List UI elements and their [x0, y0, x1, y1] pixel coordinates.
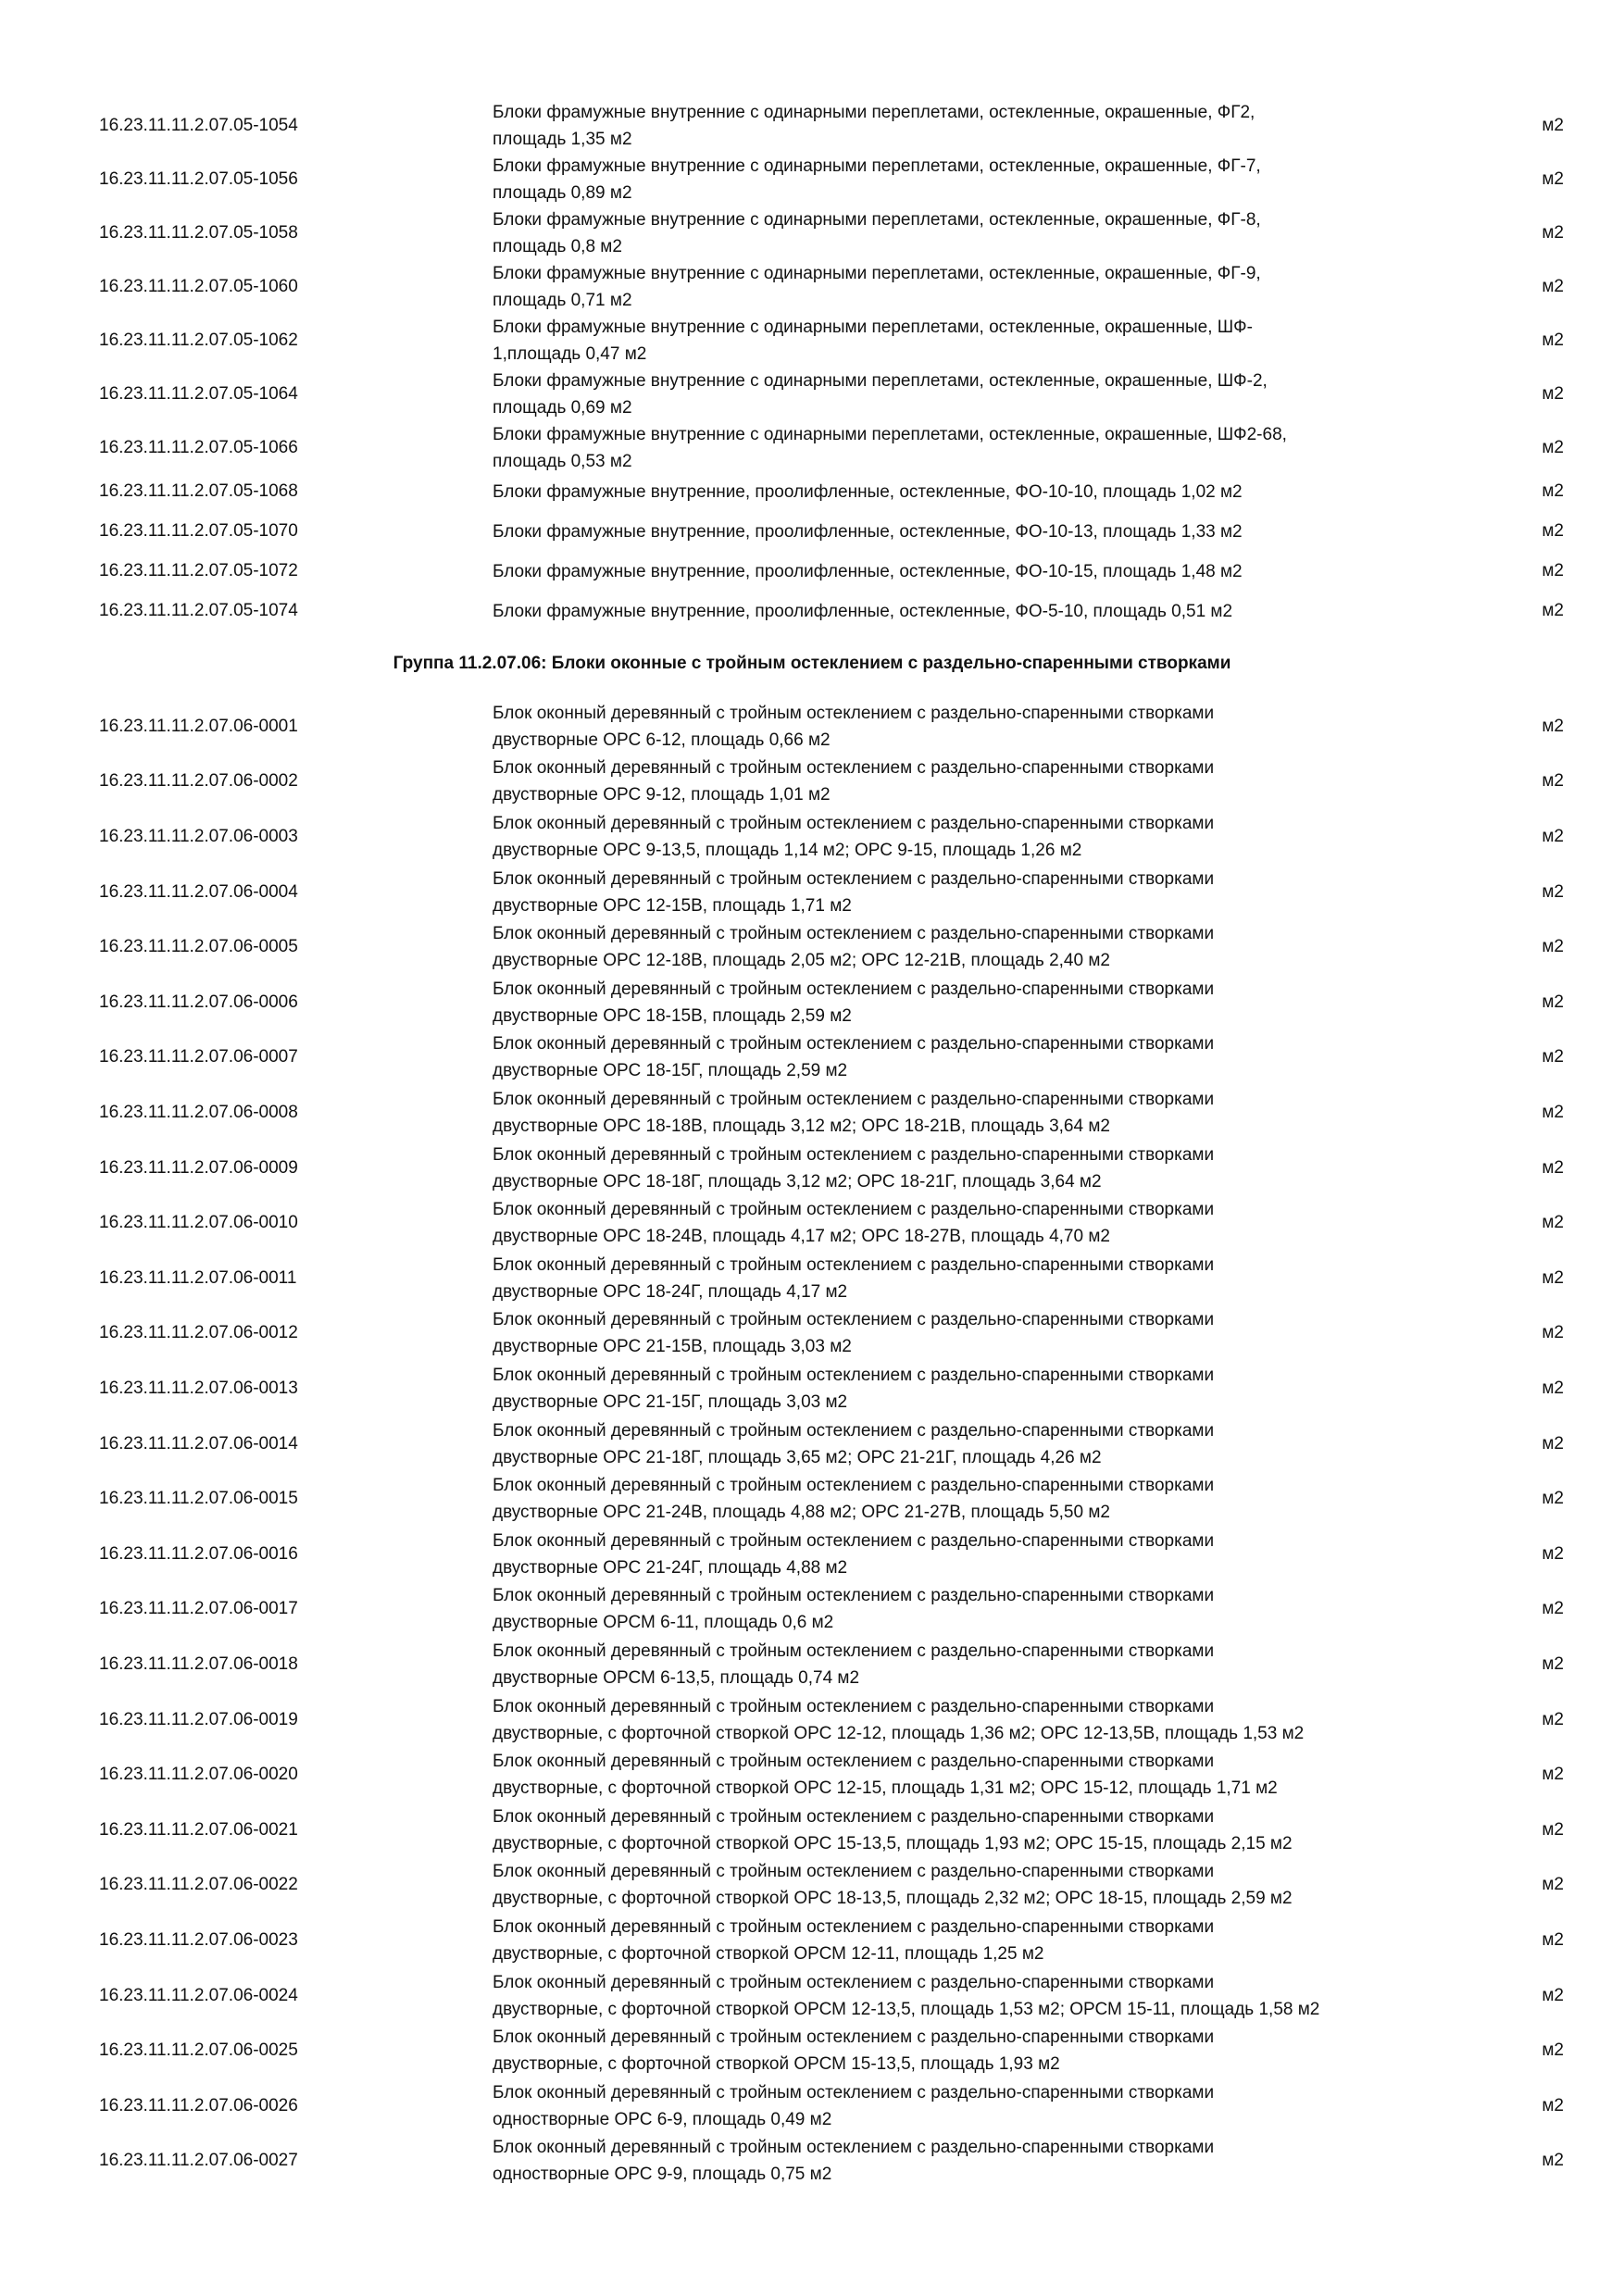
table-row — [0, 1858, 1624, 1914]
description-line-2: площадь 0,8 м2 — [493, 237, 622, 256]
item-unit: м2 — [1542, 1985, 1564, 2005]
item-unit: м2 — [1542, 1323, 1564, 1343]
description-line-1: Блок оконный деревянный с тройным остеклением с раздельно-спаренными створками — [493, 2138, 1215, 2158]
item-code: 16.23.11.11.2.07.06-0022 — [99, 1875, 298, 1895]
item-description — [493, 153, 1493, 206]
description-line-2: двустворные, с форточной створкой ОРСМ 12-11, площадь 1,25 м2 — [493, 1943, 1044, 1964]
table-row — [0, 1692, 1624, 1748]
description-line-1: Блок оконный деревянный с тройным остеклением с раздельно-спаренными створками — [493, 1254, 1215, 1275]
description-line-1: Блоки фрамужные внутренние с одинарными переплетами, остекленные, окрашенные, ШФ-2, — [493, 371, 1268, 391]
description-line-2: двустворные ОРС 18-24В, площадь 4,17 м2; ОРС 18-27В, площадь 4,70 м2 — [493, 1227, 1110, 1247]
table-row — [0, 1747, 1624, 1803]
description-line-1: Блоки фрамужные внутренние с одинарными переплетами, остекленные, окрашенные, ФГ2, — [493, 103, 1255, 122]
item-unit: м2 — [1542, 716, 1564, 736]
description-line-1: Блок оконный деревянный с тройным остеклением с раздельно-спаренными створками — [493, 758, 1215, 779]
description-line-2: площадь 1,35 м2 — [493, 130, 632, 149]
description-line-2: двустворные ОРС 21-15В, площадь 3,03 м2 — [493, 1337, 852, 1357]
item-code: 16.23.11.11.2.07.06-0013 — [99, 1378, 298, 1398]
description-line-1: Блок оконный деревянный с тройным остеклением с раздельно-спаренными створками — [493, 1862, 1215, 1882]
item-unit: м2 — [1542, 384, 1564, 404]
description-line-2: двустворные, с форточной створкой ОРС 18-13,5, площадь 2,32 м2; ОРС 18-15, площадь 2,59 м2 — [493, 1889, 1293, 1909]
item-code: 16.23.11.11.2.07.06-0021 — [99, 1819, 298, 1840]
description-line-1: Блок оконный деревянный с тройным остеклением с раздельно-спаренными створками — [493, 1916, 1215, 1937]
description-line-2: двустворные ОРС 18-15В, площадь 2,59 м2 — [493, 1005, 852, 1026]
item-unit: м2 — [1542, 1047, 1564, 1067]
item-description — [493, 1693, 1493, 1747]
item-code: 16.23.11.11.2.07.06-0020 — [99, 1765, 298, 1785]
description-line-2: площадь 0,69 м2 — [493, 398, 632, 418]
item-unit: м2 — [1542, 1102, 1564, 1122]
item-description — [493, 1969, 1493, 2023]
description-line-2: двустворные ОРС 21-18Г, площадь 3,65 м2; ОРС 21-21Г, площадь 4,26 м2 — [493, 1447, 1102, 1467]
table-row — [0, 2023, 1624, 2078]
item-description — [493, 421, 1493, 475]
item-unit: м2 — [1542, 1709, 1564, 1729]
item-code: 16.23.11.11.2.07.06-0016 — [99, 1543, 298, 1564]
table-row — [0, 1527, 1624, 1582]
description-line-1: Блок оконный деревянный с тройным остеклением с раздельно-спаренными створками — [493, 1420, 1215, 1441]
item-description — [493, 558, 1493, 585]
item-unit: м2 — [1542, 1213, 1564, 1233]
description-line-1: Блок оконный деревянный с тройным остеклением с раздельно-спаренными створками — [493, 813, 1215, 833]
description-line-1: Блок оконный деревянный с тройным остеклением с раздельно-спаренными створками — [493, 1806, 1215, 1827]
item-description — [493, 99, 1493, 153]
description-line-2: двустворные ОРС 12-15В, площадь 1,71 м2 — [493, 895, 852, 916]
item-unit: м2 — [1542, 1378, 1564, 1398]
description-line-2: двустворные ОРС 18-24Г, площадь 4,17 м2 — [493, 1281, 848, 1302]
item-unit: м2 — [1542, 1875, 1564, 1895]
item-code: 16.23.11.11.2.07.06-0026 — [99, 2095, 298, 2115]
item-unit: м2 — [1542, 1267, 1564, 1288]
description-line-1: Блок оконный деревянный с тройным остеклением с раздельно-спаренными створками — [493, 1089, 1215, 1109]
item-unit: м2 — [1542, 169, 1564, 189]
item-description — [493, 1142, 1493, 1195]
item-code: 16.23.11.11.2.07.05-1058 — [99, 223, 298, 243]
item-code: 16.23.11.11.2.07.06-0007 — [99, 1047, 298, 1067]
table-row — [0, 1251, 1624, 1306]
item-code: 16.23.11.11.2.07.05-1072 — [99, 561, 298, 580]
item-code: 16.23.11.11.2.07.05-1070 — [99, 521, 298, 541]
item-code: 16.23.11.11.2.07.06-0004 — [99, 881, 298, 902]
table-row — [0, 260, 1624, 314]
item-code: 16.23.11.11.2.07.05-1056 — [99, 169, 298, 189]
item-description — [493, 1306, 1493, 1360]
item-code: 16.23.11.11.2.07.05-1064 — [99, 384, 298, 404]
item-description — [493, 1858, 1493, 1912]
description-line-1: Блоки фрамужные внутренние с одинарными переплетами, остекленные, окрашенные, ФГ-9, — [493, 264, 1261, 283]
item-description — [493, 1086, 1493, 1140]
item-description — [493, 1472, 1493, 1526]
table-row — [0, 1471, 1624, 1527]
item-description — [493, 260, 1493, 314]
item-unit: м2 — [1542, 116, 1564, 135]
table-row — [0, 755, 1624, 810]
table-row — [0, 1416, 1624, 1472]
item-unit: м2 — [1542, 2095, 1564, 2115]
item-description — [493, 518, 1493, 545]
item-unit: м2 — [1542, 937, 1564, 957]
item-unit: м2 — [1542, 1157, 1564, 1178]
item-code: 16.23.11.11.2.07.06-0005 — [99, 937, 298, 957]
item-unit: м2 — [1542, 2040, 1564, 2061]
description-line-2: двустворные, с форточной створкой ОРС 12-15, площадь 1,31 м2; ОРС 15-12, площадь 1,71 м2 — [493, 1778, 1278, 1799]
description-line-2: 1,площадь 0,47 м2 — [493, 344, 647, 364]
table-row — [0, 1030, 1624, 1086]
item-description — [493, 755, 1493, 808]
description-line-1: Блоки фрамужные внутренние, проолифленные, остекленные, ФО-10-10, площадь 1,02 м2 — [493, 481, 1243, 502]
table-row — [0, 1582, 1624, 1638]
description-line-1: Блок оконный деревянный с тройным остеклением с раздельно-спаренными створками — [493, 1476, 1215, 1496]
item-code: 16.23.11.11.2.07.05-1062 — [99, 331, 298, 350]
description-line-2: двустворные ОРС 6-12, площадь 0,66 м2 — [493, 730, 831, 750]
description-line-2: двустворные ОРСМ 6-11, площадь 0,6 м2 — [493, 1613, 834, 1633]
item-code: 16.23.11.11.2.07.06-0003 — [99, 826, 298, 846]
description-line-1: Блок оконный деревянный с тройным остеклением с раздельно-спаренными створками — [493, 1752, 1215, 1772]
description-line-2: двустворные, с форточной створкой ОРС 12-12, площадь 1,36 м2; ОРС 12-13,5В, площадь 1,53 м2 — [493, 1723, 1305, 1743]
description-line-1: Блок оконный деревянный с тройным остеклением с раздельно-спаренными створками — [493, 1641, 1215, 1661]
item-unit: м2 — [1542, 521, 1564, 541]
description-line-1: Блок оконный деревянный с тройным остеклением с раздельно-спаренными створками — [493, 703, 1215, 723]
table-row — [0, 865, 1624, 920]
description-line-2: одностворные ОРС 9-9, площадь 0,75 м2 — [493, 2165, 832, 2185]
item-description — [493, 1638, 1493, 1691]
item-unit: м2 — [1542, 1599, 1564, 1619]
item-code: 16.23.11.11.2.07.05-1054 — [99, 116, 298, 135]
item-description — [493, 810, 1493, 864]
description-line-2: двустворные, с форточной створкой ОРСМ 15-13,5, площадь 1,93 м2 — [493, 2054, 1060, 2075]
item-description — [493, 1914, 1493, 1967]
item-code: 16.23.11.11.2.07.06-0019 — [99, 1709, 298, 1729]
item-code: 16.23.11.11.2.07.06-0008 — [99, 1102, 298, 1122]
description-line-1: Блок оконный деревянный с тройным остеклением с раздельно-спаренными створками — [493, 868, 1215, 889]
item-description — [493, 368, 1493, 421]
description-line-1: Блок оконный деревянный с тройным остеклением с раздельно-спаренными створками — [493, 2028, 1215, 2048]
description-line-2: двустворные, с форточной створкой ОРСМ 12-13,5, площадь 1,53 м2; ОРСМ 15-11, площадь 1,58 м2 — [493, 1999, 1320, 2019]
description-line-1: Блоки фрамужные внутренние, проолифленные, остекленные, ФО-10-15, площадь 1,48 м2 — [493, 561, 1243, 581]
item-unit: м2 — [1542, 1653, 1564, 1674]
item-unit: м2 — [1542, 1929, 1564, 1950]
item-code: 16.23.11.11.2.07.06-0006 — [99, 992, 298, 1012]
table-row — [0, 314, 1624, 368]
item-code: 16.23.11.11.2.07.06-0023 — [99, 1929, 298, 1950]
item-description — [493, 866, 1493, 919]
item-code: 16.23.11.11.2.07.06-0017 — [99, 1599, 298, 1619]
description-line-1: Блок оконный деревянный с тройным остеклением с раздельно-спаренными створками — [493, 1144, 1215, 1165]
item-description — [493, 1748, 1493, 1802]
table-row — [0, 1141, 1624, 1196]
item-unit: м2 — [1542, 1543, 1564, 1564]
table-row — [0, 206, 1624, 260]
table-row — [0, 919, 1624, 975]
item-unit: м2 — [1542, 881, 1564, 902]
item-unit: м2 — [1542, 481, 1564, 501]
table-row — [0, 555, 1624, 588]
description-line-1: Блок оконный деревянный с тройным остеклением с раздельно-спаренными створками — [493, 2082, 1215, 2103]
item-code: 16.23.11.11.2.07.06-0012 — [99, 1323, 298, 1343]
description-line-2: двустворные ОРС 21-24Г, площадь 4,88 м2 — [493, 1557, 848, 1578]
item-description — [493, 1417, 1493, 1471]
table-row — [0, 1803, 1624, 1858]
item-unit: м2 — [1542, 331, 1564, 350]
table-row — [0, 809, 1624, 865]
description-line-2: двустворные ОРСМ 6-13,5, площадь 0,74 м2 — [493, 1667, 860, 1688]
item-code: 16.23.11.11.2.07.06-0015 — [99, 1489, 298, 1509]
item-unit: м2 — [1542, 1489, 1564, 1509]
description-line-1: Блок оконный деревянный с тройным остеклением с раздельно-спаренными створками — [493, 1586, 1215, 1606]
description-line-2: площадь 0,53 м2 — [493, 452, 632, 471]
table-row — [0, 475, 1624, 508]
item-code: 16.23.11.11.2.07.06-0014 — [99, 1433, 298, 1454]
item-code: 16.23.11.11.2.07.06-0002 — [99, 771, 298, 792]
item-unit: м2 — [1542, 438, 1564, 457]
description-line-1: Блоки фрамужные внутренние с одинарными переплетами, остекленные, окрашенные, ШФ2-68, — [493, 425, 1287, 444]
item-code: 16.23.11.11.2.07.06-0025 — [99, 2040, 298, 2061]
item-description — [493, 1528, 1493, 1581]
table-row — [0, 1913, 1624, 1968]
table-row — [0, 1637, 1624, 1692]
item-unit: м2 — [1542, 1433, 1564, 1454]
item-code: 16.23.11.11.2.07.05-1066 — [99, 438, 298, 457]
table-row — [0, 2078, 1624, 2134]
item-code: 16.23.11.11.2.07.06-0011 — [99, 1267, 297, 1288]
description-line-2: двустворные, с форточной створкой ОРС 15-13,5, площадь 1,93 м2; ОРС 15-15, площадь 2,15 м2 — [493, 1833, 1293, 1853]
item-unit: м2 — [1542, 223, 1564, 243]
description-line-2: двустворные ОРС 18-18В, площадь 3,12 м2; ОРС 18-21В, площадь 3,64 м2 — [493, 1116, 1110, 1136]
description-line-1: Блок оконный деревянный с тройным остеклением с раздельно-спаренными створками — [493, 924, 1215, 944]
item-unit: м2 — [1542, 1819, 1564, 1840]
item-code: 16.23.11.11.2.07.05-1060 — [99, 277, 298, 296]
table-row — [0, 594, 1624, 628]
item-unit: м2 — [1542, 601, 1564, 620]
description-line-1: Блок оконный деревянный с тройным остеклением с раздельно-спаренными створками — [493, 1696, 1215, 1716]
table-row — [0, 1085, 1624, 1141]
table-row — [0, 421, 1624, 475]
description-line-1: Блок оконный деревянный с тройным остеклением с раздельно-спаренными створками — [493, 1972, 1215, 1992]
table-row — [0, 1306, 1624, 1362]
description-line-1: Блоки фрамужные внутренние, проолифленные, остекленные, ФО-5-10, площадь 0,51 м2 — [493, 601, 1233, 621]
table-row — [0, 975, 1624, 1030]
item-description — [493, 920, 1493, 974]
item-code: 16.23.11.11.2.07.05-1074 — [99, 601, 298, 620]
description-line-2: двустворные ОРС 9-13,5, площадь 1,14 м2; ОРС 9-15, площадь 1,26 м2 — [493, 840, 1082, 860]
description-line-2: двустворные ОРС 9-12, площадь 1,01 м2 — [493, 785, 831, 805]
description-line-2: двустворные ОРС 21-15Г, площадь 3,03 м2 — [493, 1391, 848, 1412]
description-line-2: площадь 0,89 м2 — [493, 183, 632, 203]
item-description — [493, 314, 1493, 368]
item-description — [493, 700, 1493, 754]
description-line-1: Блок оконный деревянный с тройным остеклением с раздельно-спаренными створками — [493, 1365, 1215, 1385]
group-heading: Группа 11.2.07.06: Блоки оконные с тройным остеклением с раздельно-спаренными створками — [393, 654, 1231, 673]
description-line-1: Блоки фрамужные внутренние с одинарными переплетами, остекленные, окрашенные, ФГ-8, — [493, 210, 1261, 230]
description-line-1: Блок оконный деревянный с тройным остеклением с раздельно-спаренными створками — [493, 1310, 1215, 1330]
item-description — [493, 1030, 1493, 1084]
table-row — [0, 99, 1624, 153]
description-line-1: Блок оконный деревянный с тройным остеклением с раздельно-спаренными створками — [493, 979, 1215, 999]
description-line-1: Блок оконный деревянный с тройным остеклением с раздельно-спаренными створками — [493, 1200, 1215, 1220]
item-code: 16.23.11.11.2.07.06-0024 — [99, 1985, 298, 2005]
item-code: 16.23.11.11.2.07.06-0027 — [99, 2151, 298, 2171]
item-unit: м2 — [1542, 2151, 1564, 2171]
item-unit: м2 — [1542, 561, 1564, 580]
item-description — [493, 976, 1493, 1029]
table-row — [0, 515, 1624, 548]
description-line-1: Блоки фрамужные внутренние с одинарными переплетами, остекленные, окрашенные, ШФ- — [493, 318, 1253, 337]
description-line-1: Блок оконный деревянный с тройным остеклением с раздельно-спаренными створками — [493, 1530, 1215, 1551]
table-row — [0, 153, 1624, 206]
item-unit: м2 — [1542, 992, 1564, 1012]
description-line-1: Блоки фрамужные внутренние, проолифленные, остекленные, ФО-10-13, площадь 1,33 м2 — [493, 521, 1243, 542]
item-code: 16.23.11.11.2.07.06-0010 — [99, 1213, 298, 1233]
description-line-2: двустворные ОРС 18-18Г, площадь 3,12 м2; ОРС 18-21Г, площадь 3,64 м2 — [493, 1171, 1102, 1192]
item-description — [493, 2024, 1493, 2078]
item-unit: м2 — [1542, 1765, 1564, 1785]
table-row — [0, 2134, 1624, 2190]
item-unit: м2 — [1542, 771, 1564, 792]
description-line-2: площадь 0,71 м2 — [493, 291, 632, 310]
description-line-1: Блок оконный деревянный с тройным остеклением с раздельно-спаренными створками — [493, 1034, 1215, 1054]
item-unit: м2 — [1542, 277, 1564, 296]
description-line-2: двустворные ОРС 12-18В, площадь 2,05 м2; ОРС 12-21В, площадь 2,40 м2 — [493, 951, 1110, 971]
item-code: 16.23.11.11.2.07.05-1068 — [99, 481, 298, 501]
description-line-2: двустворные ОРС 21-24В, площадь 4,88 м2; ОРС 21-27В, площадь 5,50 м2 — [493, 1503, 1110, 1523]
item-description — [493, 1196, 1493, 1250]
item-description — [493, 1803, 1493, 1857]
item-code: 16.23.11.11.2.07.06-0018 — [99, 1653, 298, 1674]
item-description — [493, 479, 1493, 505]
table-row — [0, 1968, 1624, 2024]
item-code: 16.23.11.11.2.07.06-0009 — [99, 1157, 298, 1178]
description-line-1: Блоки фрамужные внутренние с одинарными переплетами, остекленные, окрашенные, ФГ-7, — [493, 156, 1261, 176]
item-description — [493, 2079, 1493, 2133]
item-code: 16.23.11.11.2.07.06-0001 — [99, 716, 298, 736]
item-unit: м2 — [1542, 826, 1564, 846]
table-row — [0, 1195, 1624, 1251]
table-row — [0, 1361, 1624, 1416]
table-row — [0, 699, 1624, 755]
item-description — [493, 598, 1493, 625]
item-description — [493, 1582, 1493, 1636]
description-line-2: двустворные ОРС 18-15Г, площадь 2,59 м2 — [493, 1061, 848, 1081]
item-description — [493, 1252, 1493, 1305]
item-description — [493, 206, 1493, 260]
item-description — [493, 1362, 1493, 1416]
description-line-2: одностворные ОРС 6-9, площадь 0,49 м2 — [493, 2109, 832, 2129]
table-row — [0, 368, 1624, 421]
item-description — [493, 2134, 1493, 2188]
